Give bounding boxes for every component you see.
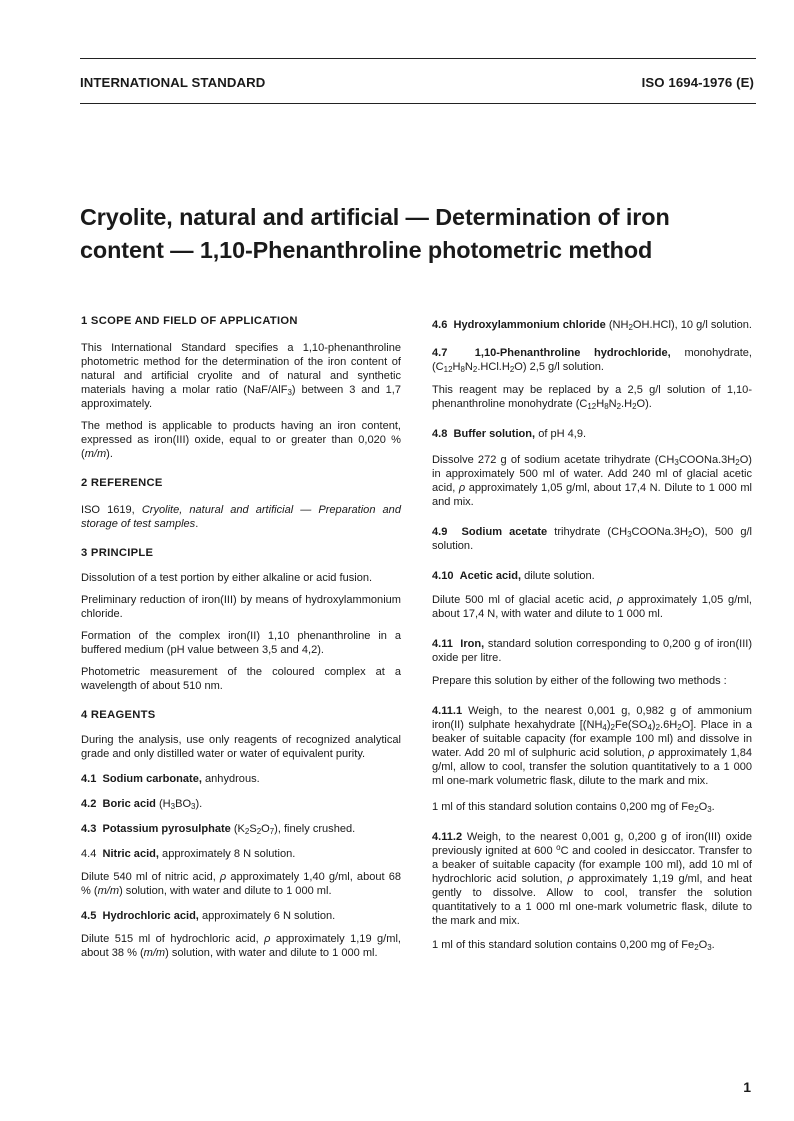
s3-paragraph-1: Dissolution of a test portion by either alkaline or acid fusion. <box>81 572 373 584</box>
reagent-4-8: 4.8 Buffer solution, of pH 4,9. <box>432 428 587 440</box>
reagent-4-11-2-note: 1 ml of this standard solution contains 0,200 mg of $Fe_2O_3$. <box>432 939 715 953</box>
reagent-4-10: 4.10 Acetic acid, dilute solution. <box>432 570 595 582</box>
reagent-4-11-1: 4.11.1 Weigh, to the nearest 0,001 g, 0,982 g of ammonium iron(II) sulphate hexahydrate $[(NH_4)_2Fe(SO_4)_2.6H_2O]$. Place in a beaker of suitable capacity (for example 100 ml) and dissolve in water. Add 20 ml of sulphuric acid solution, ρ approximately 1,84 g/ml, allow to cool, transfer the solution quantitatively to a 1 000 ml one-mark volumetric flask, dilute to the mark and mix. <box>432 705 752 787</box>
section-4-heading: 4 REAGENTS <box>81 709 156 721</box>
reagent-4-3: 4.3 Potassium pyrosulphate $(K_2S_2O_7)$, finely crushed. <box>81 823 356 837</box>
s1-paragraph-2: The method is applicable to products having an iron content, expressed as iron(III) oxide, equal to or greater than 0,020 % (m/m). <box>81 420 401 460</box>
reagent-4-11-intro: Prepare this solution by either of the following two methods : <box>432 675 727 687</box>
reagent-4-4: 4.4 Nitric acid, approximately 8 N solution. <box>81 848 296 860</box>
section-2-heading: 2 REFERENCE <box>81 477 163 489</box>
left-column <box>81 314 401 968</box>
header-rule-top <box>80 58 756 59</box>
header-left: INTERNATIONAL STANDARD <box>80 75 266 90</box>
reagent-4-11-2: 4.11.2 Weigh, to the nearest 0,001 g, 0,200 g of iron(III) oxide previously ignited at 600 $^o$C and cooled in desiccator. Transfer to a beaker of suitable capacity (for example 100 ml), add 10 ml of hydrochloric acid solution, ρ approximately 1,19 g/ml, and heat gently to dissolve. Allow to cool, transfer the solution quantitatively to a 1 000 ml one-mark volumetric flask, dilute to the mark and mix. <box>432 831 752 927</box>
reagent-4-5: 4.5 Hydrochloric acid, approximately 6 N solution. <box>81 910 336 922</box>
document-title <box>80 201 760 267</box>
reagent-4-6: 4.6 Hydroxylammonium chloride $(NH_2OH.HCl)$, 10 g/l solution. <box>432 319 752 333</box>
section-1-heading: 1 SCOPE AND FIELD OF APPLICATION <box>81 315 298 327</box>
section-3-heading: 3 PRINCIPLE <box>81 547 154 559</box>
page-number: 1 <box>743 1079 751 1095</box>
header-right: ISO 1694-1976 (E) <box>641 75 754 90</box>
reagent-4-9: 4.9 Sodium acetate trihydrate $(CH_3COONa.3H_2O)$, 500 g/l solution. <box>432 526 752 552</box>
reagent-4-4-detail: Dilute 540 ml of nitric acid, ρ approximately 1,40 g/ml, about 68 % (m/m) solution, with water and dilute to 1 000 ml. <box>81 871 401 897</box>
s4-intro: During the analysis, use only reagents of recognized analytical grade and only distilled water or water of equivalent purity. <box>81 734 401 760</box>
reagent-4-1: 4.1 Sodium carbonate, anhydrous. <box>81 773 260 785</box>
title-line-2: content — 1,10-Phenanthroline photometric method <box>80 237 653 263</box>
reagent-4-11-1-note: 1 ml of this standard solution contains 0,200 mg of $Fe_2O_3$. <box>432 801 715 815</box>
s3-paragraph-3: Formation of the complex iron(II) 1,10 phenanthroline in a buffered medium (pH value between 3,5 and 4,2). <box>81 630 401 656</box>
header-rule-bottom <box>80 103 756 104</box>
reagent-4-7: 4.7 1,10-Phenanthroline hydrochloride, monohydrate, $(C_{12}H_8N_2.HCl.H_2O)$ 2,5 g/l solution. <box>432 347 752 375</box>
s1-paragraph-1: This International Standard specifies a 1,10-phenanthroline photometric method for the determination of the iron content of natural and artificial cryolite and of natural and synthetic materials having a molar ratio (NaF/AlF$_3$) between 3 and 1,7 approximately. <box>81 342 402 410</box>
reagent-4-5-detail: Dilute 515 ml of hydrochloric acid, ρ approximately 1,19 g/ml, about 38 % (m/m) solution, with water and dilute to 1 000 ml. <box>81 933 401 959</box>
reagent-4-8-detail: Dissolve 272 g of sodium acetate trihydrate $(CH_3COONa.3H_2O)$ in approximately 500 ml of water. Add 240 ml of glacial acetic acid, ρ approximately 1,05 g/ml, about 17,4 N. Dilute to 1 000 ml and mix. <box>432 454 752 508</box>
s3-paragraph-4: Photometric measurement of the coloured complex at a wavelength of about 510 nm. <box>81 666 401 692</box>
reagent-4-2: 4.2 Boric acid $(H_3BO_3)$. <box>81 798 203 812</box>
s3-paragraph-2: Preliminary reduction of iron(III) by means of hydroxylammonium chloride. <box>81 594 401 620</box>
reagent-4-10-detail: Dilute 500 ml of glacial acetic acid, ρ approximately 1,05 g/ml, about 17,4 N, with water and dilute to 1 000 ml. <box>432 594 752 620</box>
reagent-4-7-detail: This reagent may be replaced by a 2,5 g/l solution of 1,10-phenanthroline monohydrate $(C_{12}H_8N_2.H_2O)$. <box>432 384 752 412</box>
right-column <box>432 318 752 960</box>
title-line-1: Cryolite, natural and artificial — Determination of iron <box>80 204 670 230</box>
reagent-4-11: 4.11 Iron, standard solution corresponding to 0,200 g of iron(III) oxide per litre. <box>432 638 753 664</box>
s2-paragraph: ISO 1619, Cryolite, natural and artificial — Preparation and storage of test samples. <box>81 504 401 530</box>
